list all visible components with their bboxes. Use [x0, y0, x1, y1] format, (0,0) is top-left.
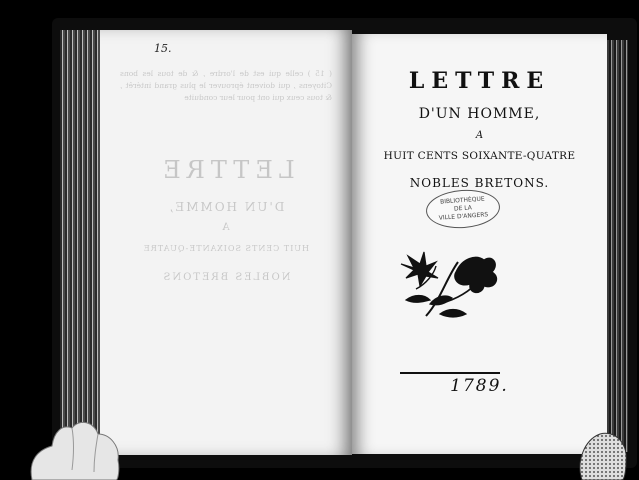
handwritten-page-number: 15.	[154, 42, 172, 55]
gloved-hand-left	[28, 410, 124, 480]
preposition: A	[475, 130, 484, 141]
bleed-through-paragraph: ( 15 ) celle qui est de l'ordre , & de tous les bons Citoyens , qui doivent éprouver le plus grand intérêt , & tous ceux qui ont pour leur conduite	[120, 69, 332, 102]
bleed-through-title: LETTRE	[157, 156, 295, 184]
bleed-through-preposition: A	[222, 222, 230, 233]
flower-ornament-icon	[396, 244, 506, 324]
gloved-hand-right	[576, 426, 630, 480]
bleed-through-recipients: HUIT CENTS SOIXANTE-QUATRE	[142, 244, 310, 253]
bleed-through-nobles: NOBLES BRETONS	[161, 272, 291, 283]
page-title: LETTRE	[408, 68, 551, 94]
recipients-line-1: HUIT CENTS SOIXANTE-QUATRE	[383, 150, 576, 162]
page-subtitle: D'UN HOMME,	[418, 106, 541, 122]
bleed-through-subtitle: D'UN HOMME,	[167, 200, 285, 214]
date-rule	[400, 372, 500, 374]
left-page	[100, 30, 352, 455]
stamp-line-3: VILLE D'ANGERS	[438, 211, 489, 222]
publication-date: 1789.	[450, 376, 509, 396]
title-page	[352, 34, 607, 454]
recipients-line-2: NOBLES BRETONS.	[409, 176, 550, 190]
stamp-line-1: BIBLIOTHÈQUE	[439, 195, 485, 206]
library-stamp	[425, 187, 501, 230]
stamp-line-2: DE LA	[453, 204, 473, 213]
page-edges-right	[604, 40, 628, 452]
